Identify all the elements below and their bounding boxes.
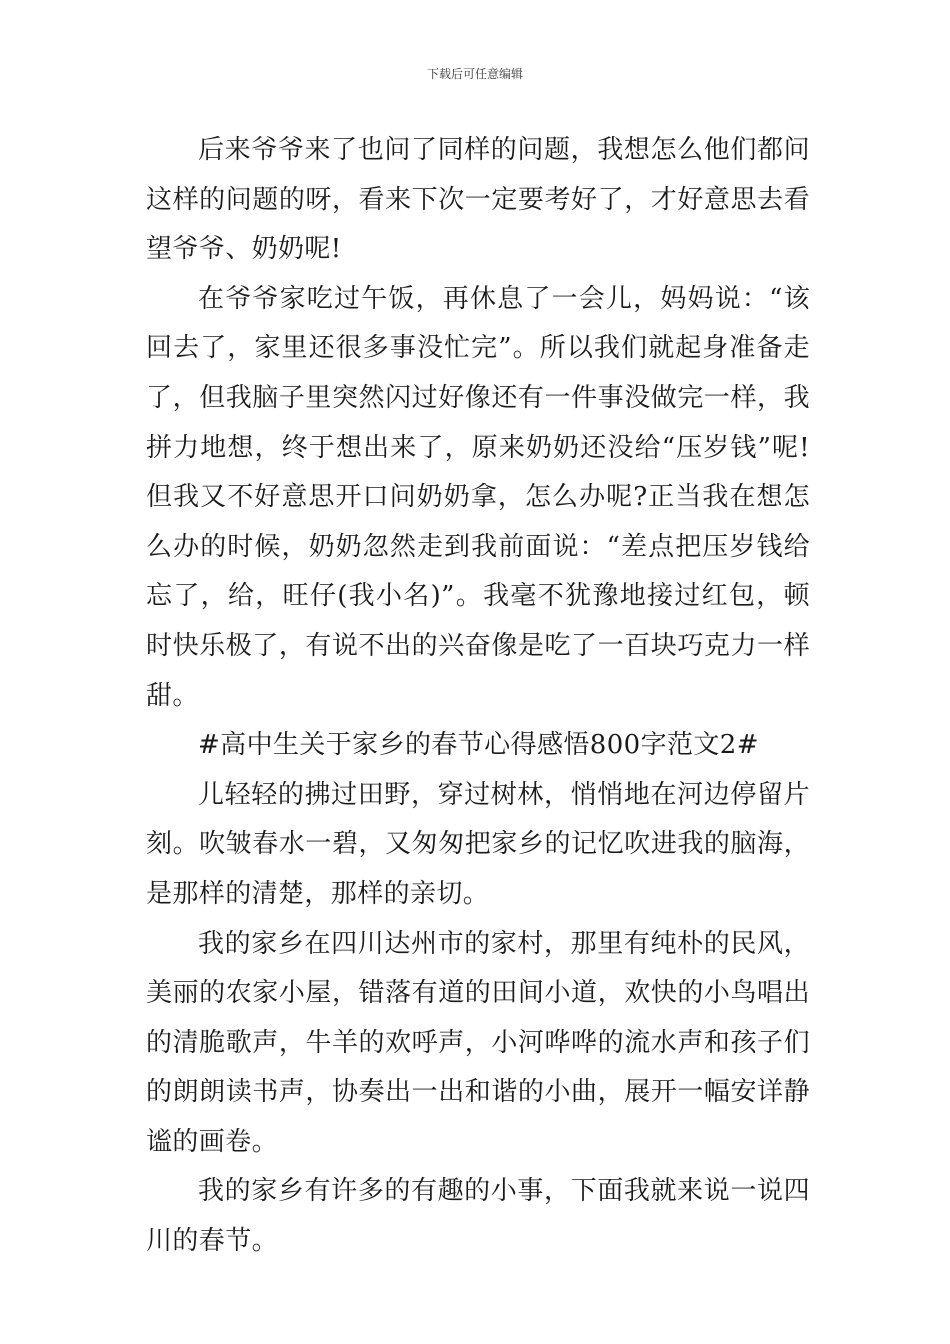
page-header: 下载后可任意编辑 [426,67,523,81]
document-body [146,126,810,1267]
paragraph-1: 后来爷爷来了也问了同样的问题，我想怎么他们都问这样的问题的呀，看来下次一定要考好了，才好意思去看望爷爷、奶奶呢! [146,135,810,265]
paragraph-2: 在爷爷家吃过午饭，再休息了一会儿，妈妈说：“该回去了，家里还很多事没忙完”。所以我们就起身准备走了，但我脑子里突然闪过好像还有一件事没做完一样，我拼力地想，终于想出来了，原来奶奶还没给“压岁钱”呢!但我又不好意思开口问奶奶拿，怎么办呢?正当我在想怎么办的时候，奶奶忽然走到我前面说：“差点把压岁钱给忘了，给，旺仔(我小名)”。我毫不犹豫地接过红包，顿时快乐极了，有说不出的兴奋像是吃了一百块巧克力一样甜。 [146,283,810,711]
section-heading: #高中生关于家乡的春节心得感悟800字范文2# [198,730,759,761]
paragraph-5: 我的家乡有许多的有趣的小事，下面我就来说一说四川的春节。 [146,1176,810,1257]
paragraph-4: 我的家乡在四川达州市的家村，那里有纯朴的民风，美丽的农家小屋，错落有道的田间小道，欢快的小鸟唱出的清脆歌声，牛羊的欢呼声，小河哗哗的流水声和孩子们的朗朗读书声，协奏出一出和谐的小曲，展开一幅安详静谧的画卷。 [146,928,810,1157]
paragraph-3: 儿轻轻的拂过田野，穿过树林，悄悄地在河边停留片刻。吹皱春水一碧，又匆匆把家乡的记忆吹进我的脑海，是那样的清楚，那样的亲切。 [146,779,810,909]
